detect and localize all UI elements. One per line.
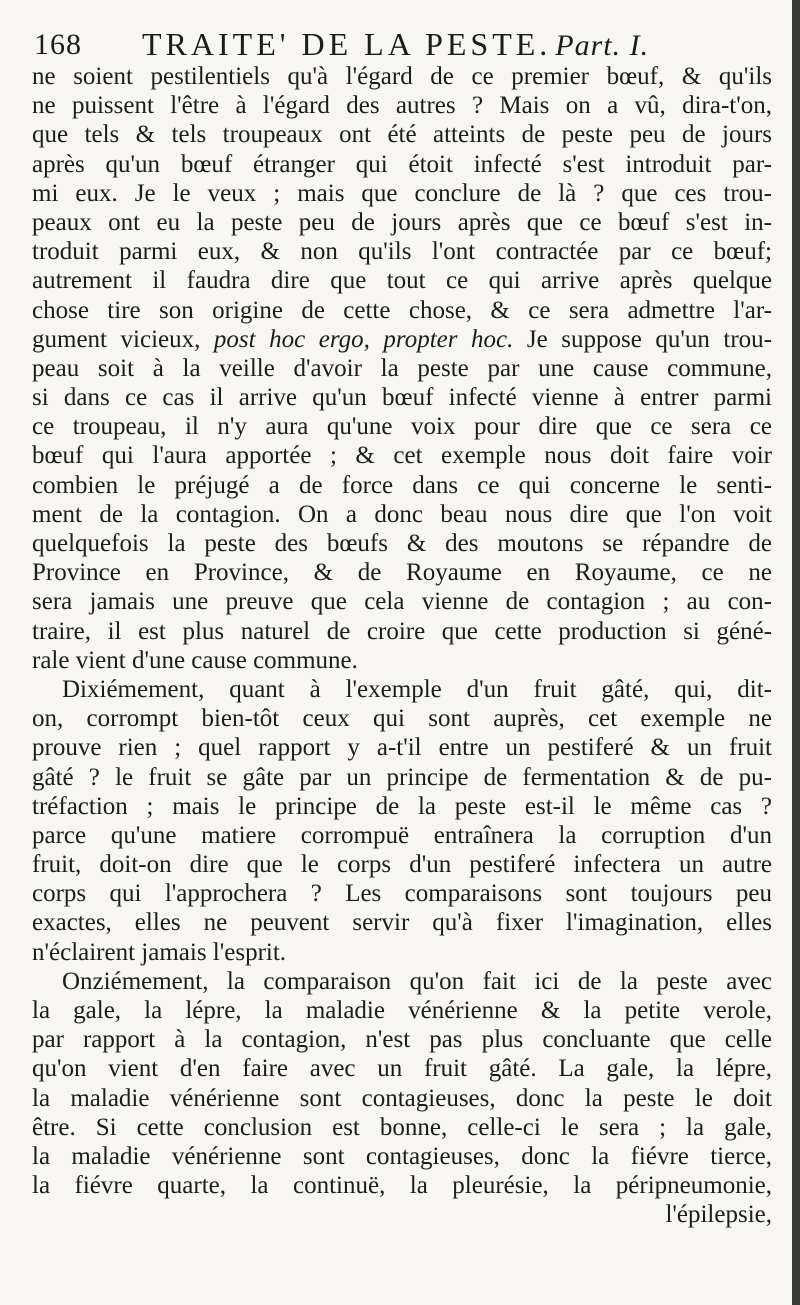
text-line: la maladie vénérienne sont contagieuses, donc la fiévre tierce,: [32, 1142, 772, 1170]
page-edge: [792, 0, 800, 1305]
text-line: qu'on vient d'en faire avec un fruit gâté. La gale, la lépre,: [32, 1055, 772, 1083]
text-line: ment de la contagion. On a donc beau nous dire que l'on voit: [32, 500, 772, 528]
text-line: troduit parmi eux, & non qu'ils l'ont contractée par ce bœuf;: [32, 238, 772, 266]
page-number: 168: [34, 28, 82, 61]
page-header: [34, 24, 674, 64]
text-line: prouve rien ; quel rapport y a-t'il entre un pestiferé & un fruit: [32, 734, 772, 762]
running-title: [142, 26, 649, 63]
text-line: sera jamais une preuve que cela vienne de contagion ; au con-: [32, 588, 772, 616]
text-line: chose tire son origine de cette chose, & ce sera admettre l'ar-: [32, 296, 772, 324]
text-line: peau soit à la veille d'avoir la peste par une cause commune,: [32, 354, 772, 382]
text-line: quelquefois la peste des bœufs & des moutons se répandre de: [32, 530, 772, 557]
part-label: Part. I.: [555, 29, 650, 62]
text-line: si dans ce cas il arrive qu'un bœuf infecté vienne à entrer parmi: [32, 384, 772, 412]
text-line: peaux ont eu la peste peu de jours après que ce bœuf s'est in-: [32, 208, 772, 236]
text-line: combien le préjugé a de force dans ce qui concerne le senti-: [32, 471, 772, 499]
text-line: exactes, elles ne peuvent servir qu'à fixer l'imagination, elles: [32, 909, 772, 937]
text-line: par rapport à la contagion, n'est pas plus concluante que celle: [32, 1026, 772, 1054]
text-line: ne soient pestilentiels qu'à l'égard de ce premier bœuf, & qu'ils: [32, 63, 772, 90]
text-line: fruit, doit-on dire que le corps d'un pestiferé infectera un autre: [32, 851, 772, 879]
text-line: corps qui l'approchera ? Les comparaisons sont toujours peu: [32, 880, 772, 908]
text-line: Province en Province, & de Royaume en Royaume, ce ne: [32, 559, 772, 587]
text-line: traire, il est plus naturel de croire que cette production si géné-: [32, 617, 772, 645]
text-line: ce troupeau, il n'y aura qu'une voix pour dire que ce sera ce: [32, 413, 772, 441]
text-line: ne puissent l'être à l'égard des autres ? Mais on a vû, dira-t'on,: [32, 92, 772, 120]
text-line: gâté ? le fruit se gâte par un principe de fermentation & de pu-: [32, 763, 772, 791]
catchword-line: l'épilepsie,: [665, 1201, 772, 1229]
text-line: autrement il faudra dire que tout ce qui arrive après quelque: [32, 267, 772, 295]
text-line: la maladie vénérienne sont contagieuses, donc la peste le doit: [32, 1084, 772, 1112]
text-line: tréfaction ; mais le principe de la peste est-il le même cas ?: [32, 792, 772, 820]
text-line: que tels & tels troupeaux ont été atteints de peste peu de jours: [32, 121, 772, 149]
running-title-text: TRAITE' DE LA PESTE.: [142, 26, 552, 62]
text-line: la fiévre quarte, la continuë, la pleurésie, la péripneumonie,: [32, 1172, 772, 1200]
text-line: la gale, la lépre, la maladie vénérienne & la petite verole,: [32, 997, 772, 1024]
paragraph-start-line: Dixiémement, quant à l'exemple d'un fruit gâté, qui, dit-: [62, 675, 772, 703]
text-line: après qu'un bœuf étranger qui étoit infecté s'est introduit par-: [32, 150, 772, 178]
text-line: être. Si cette conclusion est bonne, celle-ci le sera ; la gale,: [32, 1113, 772, 1141]
paragraph-start-line: Onziémement, la comparaison qu'on fait ici de la peste avec: [62, 967, 772, 995]
text-line: bœuf qui l'aura apportée ; & cet exemple nous doit faire voir: [32, 442, 772, 470]
paragraph-end-line: rale vient d'une cause commune.: [32, 646, 358, 674]
text-line: parce qu'une matiere corrompuë entraînera la corruption d'un: [32, 821, 772, 849]
body-text: [32, 62, 772, 1230]
latin-phrase: post hoc ergo, propter hoc.: [213, 325, 514, 353]
text-line: gument vicieux, post hoc ergo, propter hoc. Je suppose qu'un trou-: [32, 325, 772, 353]
text-line: mi eux. Je le veux ; mais que conclure de là ? que ces trou-: [32, 179, 772, 207]
text-line: on, corrompt bien-tôt ceux qui sont auprès, cet exemple ne: [32, 705, 772, 733]
paragraph-end-line: n'éclairent jamais l'esprit.: [32, 938, 287, 966]
